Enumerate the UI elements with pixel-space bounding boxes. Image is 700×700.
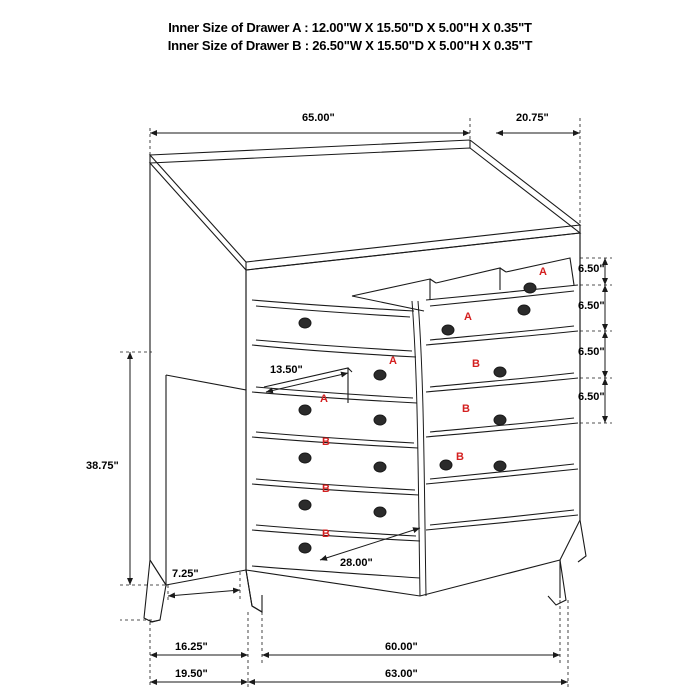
dim-cabinet-height: 38.75": [86, 460, 119, 472]
dim-base-width: 63.00": [385, 668, 418, 680]
dim-right-h1: 6.50": [578, 263, 605, 275]
dim-right-h4: 6.50": [578, 391, 605, 403]
dresser-outline: [144, 140, 586, 622]
drawer-label-b-4: B: [322, 436, 330, 448]
dim-side-depth: 16.25": [175, 641, 208, 653]
drawer-label-a-3: A: [389, 355, 397, 367]
drawer-label-b-2: B: [462, 403, 470, 415]
dim-top-width: 65.00": [302, 112, 335, 124]
drawer-label-b-6: B: [322, 528, 330, 540]
dim-drawer-a-width: 13.50": [270, 364, 303, 376]
drawer-a-inner-size-text: Inner Size of Drawer A : 12.00"W X 15.50"D X 5.00"H X 0.35"T: [168, 20, 532, 35]
dim-front-width: 60.00": [385, 641, 418, 653]
drawer-label-b-3: B: [456, 451, 464, 463]
dim-top-depth: 20.75": [516, 112, 549, 124]
dim-base-depth: 19.50": [175, 668, 208, 680]
dim-leg-height: 7.25": [172, 568, 199, 580]
drawer-label-a-4: A: [320, 393, 328, 405]
drawer-label-b-5: B: [322, 483, 330, 495]
drawer-label-a-1: A: [539, 266, 547, 278]
dim-right-h2: 6.50": [578, 300, 605, 312]
dim-right-h3: 6.50": [578, 346, 605, 358]
dimension-lines: [130, 133, 605, 682]
drawer-b-inner-size-text: Inner Size of Drawer B : 26.50"W X 15.50"D X 5.00"H X 0.35"T: [167, 38, 533, 53]
drawer-label-a-2: A: [464, 311, 472, 323]
drawer-label-b-1: B: [472, 358, 480, 370]
dim-drawer-b-width: 28.00": [340, 557, 373, 569]
